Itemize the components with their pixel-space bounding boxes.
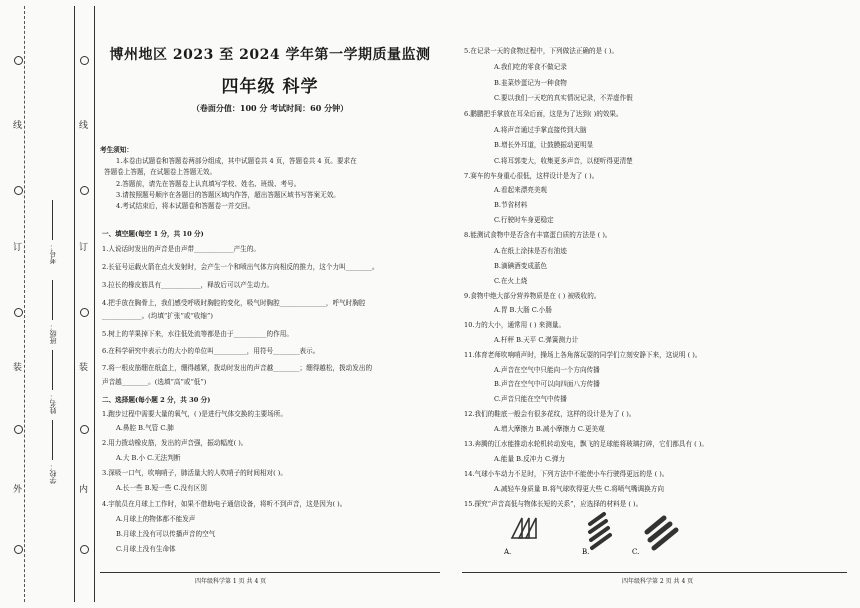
- choice-option: A.在纸上涂抹是否有油迹: [494, 247, 567, 255]
- figure-label-a: A.: [504, 548, 512, 556]
- exam-subtitle: 四年级 科学: [221, 77, 319, 97]
- choice-question: 9.食物中绝大部分营养物质是在 ( ) 被吸收的。: [464, 292, 601, 300]
- choice-option: A.能量 B.反冲力 C.弹力: [494, 455, 566, 463]
- choice-options: A.大 B.小 C.无法判断: [116, 454, 181, 462]
- choice-question: 3.深吸一口气，吹响哨子，肺活量大的人吹哨子的时间相对( )。: [102, 469, 287, 477]
- inner-mark-ding: 订: [79, 243, 89, 253]
- hole-circle: [14, 186, 23, 195]
- page-footer: 四年级科学第 1 页 共 4 页: [195, 578, 267, 585]
- choice-option: A.杆秤 B.天平 C.弹簧测力计: [494, 336, 579, 344]
- figure-a: [512, 518, 536, 538]
- inner-cut-line: [74, 6, 75, 602]
- choice-question: 2.用力拨动橡皮筋，发出的声音强，振动幅度( )。: [102, 439, 248, 447]
- choice-question: 13.奔腾的江水能推动水轮机转动发电，飘飞的足球能将玻璃打碎，它们都具有 ( )。: [464, 440, 709, 448]
- outer-cut-line: [24, 6, 25, 602]
- tube-figures: [502, 512, 732, 557]
- cut-mark-wai: 外: [13, 485, 23, 495]
- hole-circle: [14, 425, 23, 434]
- notice-line: 2.答题前，请先在答题卷上认真填写学校、姓名、班级、考号。: [116, 180, 301, 188]
- choice-option: B.滴碘酒变成蓝色: [494, 262, 548, 270]
- choice-options: A.长一些 B.短一些 C.没有区别: [116, 484, 207, 492]
- fill-question: 7.将一根皮筋绷在纸盒上，绷得越紧，拨动时发出的声音越________；绷得越松，拨动发出的: [102, 364, 373, 372]
- notice-line: 4.考试结束后，将本试题卷和答题卷一并交回。: [116, 202, 255, 210]
- notice-line: 1.本卷由试题卷和答题卷两部分组成，其中试题卷共 4 页，答题卷共 4 页。要求在: [116, 157, 357, 165]
- section-choice-heading: 二、选择题(每小题 2 分，共 30 分): [102, 396, 211, 404]
- choice-question: 14.气球小车动力不足时，下列方法中不能使小车行驶得更远的是 ( )。: [464, 470, 669, 478]
- hole-circle: [14, 308, 23, 317]
- choice-question: 6.鹏鹏把手掌放在耳朵后面，这是为了达到( )的效果。: [464, 110, 623, 118]
- footer-rule: [462, 572, 847, 573]
- choice-option: B.节省材料: [494, 201, 528, 209]
- notice-line: 答题卷上答题，在试题卷上答题无效。: [104, 168, 217, 176]
- fill-question: 2.长征号运载火箭在点火发射时，会产生一个和喷出气体方向相反的推力，这个力叫________。: [102, 263, 379, 271]
- school-label: 学校：: [49, 463, 57, 484]
- section-fill-heading: 一、填空题(每空 1 分，共 10 分): [102, 230, 204, 238]
- exam-title: 博州地区 2023 至 2024 学年第一学期质量监测: [109, 47, 431, 63]
- binding-strip: [0, 0, 96, 608]
- choice-option: C.月球上没有生命体: [116, 545, 176, 553]
- exam-meta: （卷面分值：100 分 考试时间：60 分钟）: [191, 103, 349, 113]
- choice-option: A.月球上的物体都不能发声: [116, 515, 196, 523]
- footer-rule: [100, 572, 440, 573]
- name-field[interactable]: [48, 350, 58, 414]
- choice-option: A.减轻车身质量 B.将气球吹得更大些 C.将喷气嘴调换方向: [494, 485, 664, 493]
- inner-mark-nei: 内: [79, 485, 89, 495]
- choice-question: 1.跑步过程中需要大量的氧气，( )是进行气体交换的主要场所。: [102, 410, 287, 418]
- choice-option: A.我们吃的零食不做记录: [494, 63, 567, 71]
- choice-question: 15.探究“声音高低与物体长短的关系”，应选择的材料是 ( )。: [464, 500, 643, 508]
- hole-circle: [80, 545, 89, 554]
- choice-question: 12.我们的鞋底一般会有很多花纹，这样的设计是为了 ( )。: [464, 410, 636, 418]
- choice-option: A.胃 B.大肠 C.小肠: [494, 306, 552, 314]
- hole-circle: [80, 186, 89, 195]
- fill-question: 5.树上的苹果掉下来，水往低处流等都是由于__________的作用。: [102, 330, 293, 338]
- fill-question: 4.把手放在胸骨上，我们感受呼吸时胸腔的变化，吸气时胸腔______________，呼气时胸腔: [102, 299, 366, 307]
- figure-b: [590, 514, 610, 548]
- choice-option: C.将耳郭变大，收集更多声音，以便听得更清楚: [494, 157, 633, 165]
- class-label: 班级：: [49, 323, 57, 344]
- choice-option: B.增长外耳道，让鼓膜振动更明显: [494, 141, 594, 149]
- hole-circle: [80, 56, 89, 65]
- school-field[interactable]: [48, 420, 58, 484]
- choice-options: A.鼻腔 B.气管 C.肺: [116, 424, 174, 432]
- cut-mark-zhuang: 装: [13, 363, 23, 373]
- choice-option: A.增大摩擦力 B.减小摩擦力 C.更美观: [494, 425, 605, 433]
- fill-question: 1.人说话时发出的声音是由声带____________产生的。: [102, 245, 260, 253]
- choice-question: 10.力的大小，通常用 ( ) 来测量。: [464, 321, 566, 329]
- choice-question: 7.赛车的车身重心很低，这样设计是为了 ( )。: [464, 172, 599, 180]
- choice-option: B.声音在空气中可以向四面八方传播: [494, 380, 600, 388]
- choice-option: C.行驶时车身更稳定: [494, 216, 554, 224]
- hole-circle: [14, 56, 23, 65]
- choice-question: 8.能测试食物中是否含有丰富蛋白质的方法是 ( )。: [464, 231, 612, 239]
- choice-option: C.声音只能在空气中传播: [494, 395, 567, 403]
- cut-mark-ding: 订: [13, 243, 23, 253]
- hole-circle: [14, 545, 23, 554]
- fill-question: 声音越________。(选填“高”或“低”): [102, 378, 207, 386]
- figure-label-c: C.: [632, 548, 640, 556]
- choice-option: B.月球上没有可以传播声音的空气: [116, 530, 216, 538]
- choice-question: 4.宇航员在月球上工作时，如果不借助电子通信设备，将听不到声音，这是因为( )。: [102, 500, 347, 508]
- choice-option: B.韭菜炒蛋记为一种食物: [494, 79, 567, 87]
- page-footer: 四年级科学第 2 页 共 4 页: [622, 578, 694, 585]
- choice-option: C.在火上烧: [494, 277, 528, 285]
- inner-mark-zhuang: 装: [79, 363, 89, 373]
- name-label: 姓名：: [49, 393, 57, 414]
- choice-question: 5.在记录一天的食物过程中，下列做法正确的是 ( )。: [464, 47, 619, 55]
- hole-circle: [80, 425, 89, 434]
- choice-option: A.看起来漂亮美观: [494, 186, 548, 194]
- exam-number-field[interactable]: [48, 200, 58, 264]
- inner-mark-xian: 线: [79, 121, 89, 131]
- notice-title: 考生须知：: [100, 146, 133, 154]
- fill-question: 6.在科学研究中表示力的大小的单位叫__________，用符号________表示。: [102, 347, 320, 355]
- figure-c: [647, 518, 676, 548]
- hole-circle: [80, 308, 89, 317]
- choice-option: A.将声音通过手掌直接传到大脑: [494, 126, 587, 134]
- figure-label-b: B.: [582, 548, 590, 556]
- choice-option: A.声音在空气中只能向一个方向传播: [494, 366, 600, 374]
- margin-line: [94, 6, 95, 602]
- fill-question: 3.拉长的橡皮筋具有____________，释放后可以产生动力。: [102, 281, 274, 289]
- notice-line: 3.请按照题号顺序在各题目的答题区域内作答，超出答题区域书写答案无效。: [116, 191, 340, 199]
- choice-question: 11.体育老师吹响哨声时，操场上各角落玩耍的同学们立刻安静下来，这说明 ( )。: [464, 351, 702, 359]
- cut-mark-xian: 线: [13, 121, 23, 131]
- exam-number-label: 考号：: [49, 243, 57, 264]
- choice-option: C.要以我们一天吃的真实情况记录，不弄虚作假: [494, 94, 633, 102]
- fill-question: ____________。(均填“扩张”或“收缩”): [102, 312, 213, 320]
- class-field[interactable]: [48, 280, 58, 344]
